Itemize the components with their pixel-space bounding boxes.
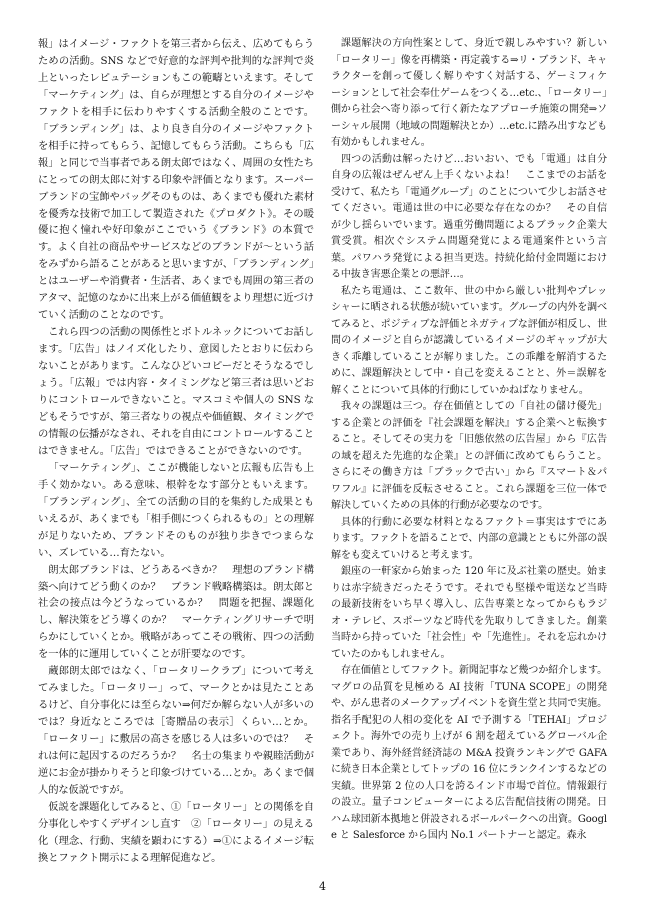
paragraph: 朗太郎ブランドは、どうあるべきか？ 理想のブランド構築へ向けてどう動くのか？ ブランド戦略構築は。朗太郎と社会の接点は今どうなっているか？ 問題を把握、課題化し、解決策をどう導くのか？ マーケティングリサーチで明らかにしていくとか。戦略があってこその戦術、四つの活動を一体的に運用していくことが肝要なのです。 <box>38 563 314 661</box>
paragraph: 具体的行動に必要な材料となるファクト＝事実はすでにあります。ファクトを語ることで、内部の意識とともに外部の誤解をも変えていけると考えます。 <box>331 516 607 561</box>
paragraph: 我々の課題は三つ。存在価値としての「自社の儲け優先」する企業との評価を『社会課題を解決』する企業へと転換すること。そしてその実力を「旧態依然の広告屋」から『広告の域を超えた先進的な企業』との評価に改めてもらうこと。さらにその働き方は「ブラックで古い」から『スマート＆パワフル』に評価を反転させること。これら課題を三位一体で解決していくための具体的行動が必要なのです。 <box>331 401 607 511</box>
paragraph: 私たち電通は、ここ数年、世の中から厳しい批判やプレッシャーに晒される状態が続いています。グループの内外を調べてみると、ポジティブな評価とネガティブな評価が相反し、世間のイメージと自らが認識しているイメージのギャップが大きく乖離していることが解りました。この乖離を解消するために、課題解決として中・自己を変えることと、外＝誤解を解くことについて具体的行動にしていかねばなりません。 <box>331 285 607 396</box>
paragraph: 仮説を課題化してみると、①「ロータリー」との関係を自分事化しやすくデザインし直す ②「ロータリー」の見える化（理念、行動、実績を顕わにする）⇒①によるイメージ転換とファクト開示による理解促進など。 <box>38 800 314 864</box>
paragraph: 報」はイメージ・ファクトを第三者から伝え、広めてもらうための活動。SNS などで好意的な評判や批判的な評判で炎上といったレピュテーションもこの範疇といえます。そして「マーケティング」は、自らが理想とする自分のイメージやファクトを相手に伝わりやすくする活動全般のことです。「ブランディング」は、より良き自分のイメージやファクトを相手に持ってもらう、記憶してもらう活動。こちらも「広報」と同じで当事者である朗太郎ではなく、周囲の女性たちにとっての朗太郎に対する印象や評価となります。スーパーブランドの宝飾やバッグそのものは、あくまでも優れた素材を優秀な技術で加工して製造された《プロダクト》。その暖優に抱く憧れや好印象がここでいう《ブランド》の本質です。よく自社の商品やサービスなどのブランドが～という話をみずから語ることがあると思いますが、「ブランディング」とはユーザーや消費者・生活者、あくまでも周囲の第三者のアタマ、記憶のなかに出来上がる価値観をより理想に近づけていく活動のことなのです。 <box>38 38 314 322</box>
right-column <box>331 36 607 845</box>
paragraph: 蔵郎朗太郎ではなく、「ロータリークラブ」について考えてみました。「ロータリー」って、マークとかは見たことあるけど、自分事化には至らない⇒何だか解らない人が多いのでは？身近なところでは［寄贈品の表示］くらい…とか。「ロータリー」に敷居の高さを感じる人は多いのでは？ それは何に起因するのだろうか？ 名士の集まりや親睦活動が逆にお金が掛かりそうと印象づけている…とか。あくまで個人的な仮説ですが。 <box>38 665 314 796</box>
paragraph: 存在価値としてファクト。新聞記事など幾つか紹介します。マグロの品質を見極める AI 技術「TUNA SCOPE」の開発や、がん患者のメークアップイベントを資生堂と共同で実施。指名手配犯の人相の変化を AI で予測する「TEHAI」プロジェクト。海外での売り上げが 6 割を超えているグローバル企業であり、海外経営経済誌の M&A 投資ランキングで GAFA に続き日本企業としてトップの 16 位にランクインするなどの実績。世界第 2 位の人口を誇るインド市場で首位。情報銀行の設立。量子コンピューターによる広告配信技術の開発。日ハム球団新本拠地と併設されるボールパークへの出資。Google と Salesforce から国内 No.1 パートナーと認定。森永 <box>331 665 607 841</box>
paragraph: 課題解決の方向性案として、身近で親しみやすい？新しい「ロータリー」像を再構築・再定義する⇒リ・ブランド、キャラクターを創って優しく解りやすく対話する、ゲーミフィケーションとして社会奉仕ゲームをつくる…etc.、「ロータリー」側から社会へ寄り添って行く新たなアプローチ施策の開発⇒ソーシャル展開（地域の問題解決とか）…etc.に踏み出すなども有効かもしれません。 <box>331 38 607 148</box>
paragraph: 銀座の一軒家から始まった 120 年に及ぶ社業の歴史。始まりは赤字続きだったそうです。それでも堅様や電送など当時の最新技術をいち早く導入し、広告専業となってからもラジオ・テレビ、スポーツなど時代を先取りしてきました。創業当時から持っていた「社会性」や「先進性」。それを忘れかけていたのかもしれません。 <box>331 566 607 660</box>
paragraph: 四つの活動は解ったけど…おいおい、でも「電通」は自分自身の広報はぜんぜん上手くないよね！ ここまでのお話を受けて、私たち「電通グループ」のことについて少しお話させてください。電通は世の中に必要な存在なのか？ その自信が少し揺らいでいます。過重労働問題によるブラック企業大賞受賞。相次ぐシステム問題発覚による電通案件という言葉。パワハラ発覚による担当更迭。持続化給付金問題における中抜き害悪企業との悪評…。 <box>331 153 607 280</box>
page-number: 4 <box>319 880 326 893</box>
paragraph: これら四つの活動の関係性とボトルネックについてお話します。「広告」はノイズ化したり、意図したとおりに伝わらないことがあります。こんなひどいコピーだとそうなるでしょう。「広報」では内容・タイミングなど第三者は思いどおりにコントロールできないこと。マスコミや個人の SNS などもそうですが、第三者なりの視点や価値観、タイミングでの情報の伝播がなされ、それを自由にコントロールすることはできません。「広告」ではできることができないのです。 <box>38 326 314 457</box>
paragraph: 「マーケティング」、ここが機能しないと広報も広告も上手く効かない。ある意味、根幹をなす部分ともいえます。「ブランディング」、全ての活動の目的を集約した成果ともいえるが、あくまでも「相手側につくられるもの」との理解が足りないため、ブランドそのものが独り歩きでつまらない、ズレている…育たない。 <box>38 461 314 559</box>
left-column <box>38 36 314 867</box>
